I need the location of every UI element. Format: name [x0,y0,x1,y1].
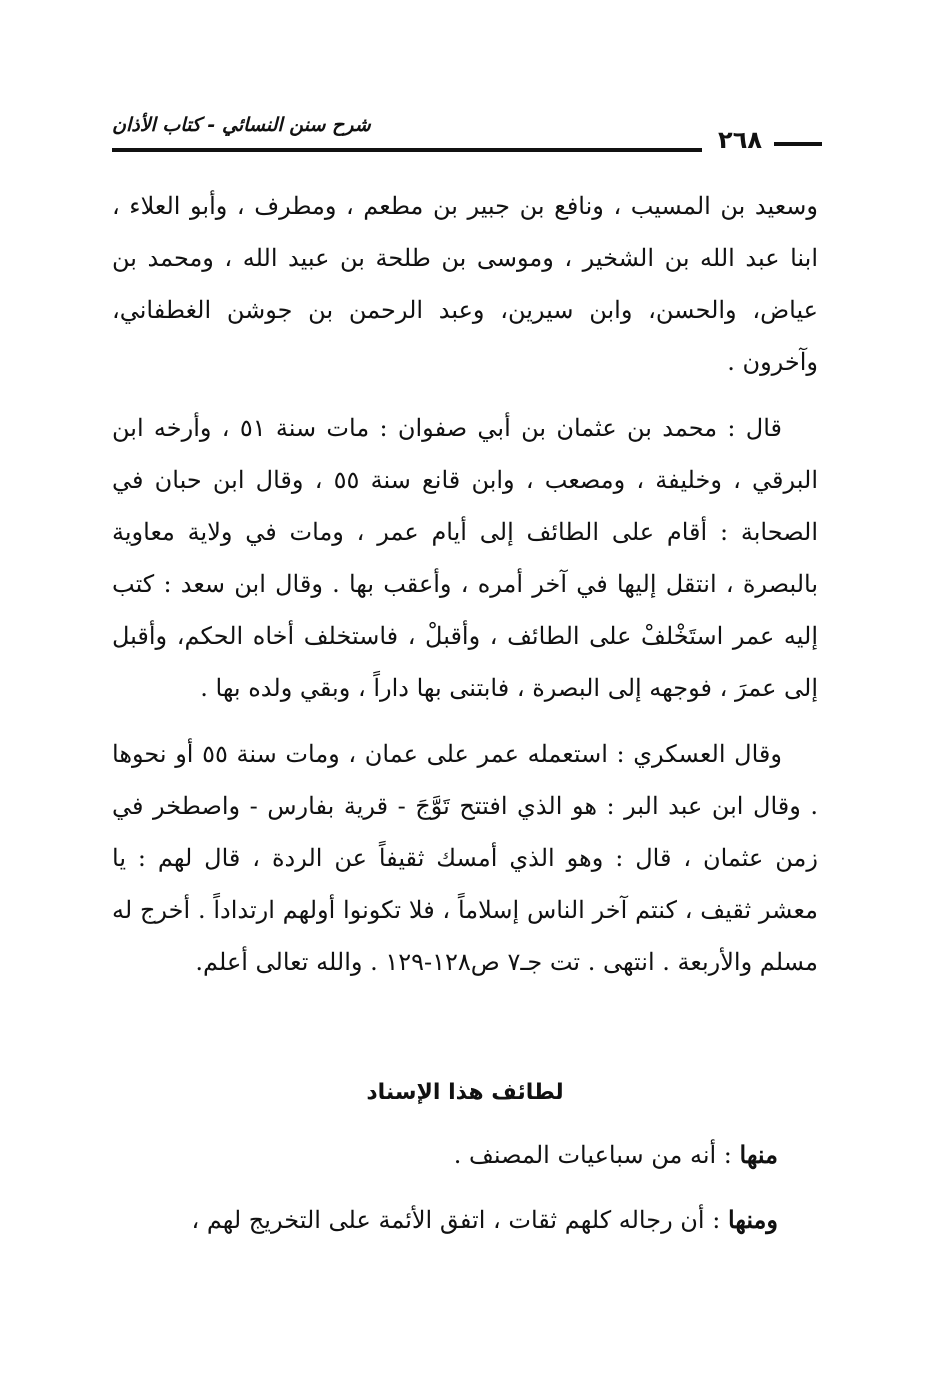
point-text: : أنه من سباعيات المصنف . [453,1141,740,1169]
point-item-2 [191,1205,778,1234]
section-heading: لطائف هذا الإسناد [366,1080,564,1105]
paragraph-1: وسعيد بن المسيب ، ونافع بن جبير بن مطعم ، ومطرف ، وأبو العلاء ، ابنا عبد الله بن الشخير ، وموسى بن طلحة بن عبيد الله ، ومحمد بن عياض، والحسن، وابن سيرين، وعبد الرحمن بن جوشن الغطفاني، وآخرون . [112,192,818,376]
page-number-dash [774,142,822,146]
header-rule [112,148,702,152]
point-text: : أن رجاله كلهم ثقات ، اتفق الأئمة على التخريج لهم ، [191,1206,728,1234]
point-lead: منها [739,1140,778,1169]
paragraph-2: قال : محمد بن عثمان بن أبي صفوان : مات سنة ٥١ ، وأرخه ابن البرقي ، وخليفة ، ومصعب ، وابن قانع سنة ٥٥ ، وقال ابن حبان في الصحابة : أقام على الطائف إلى أيام عمر ، ومات في ولاية معاوية بالبصرة ، انتقل إليها في آخر أمره ، وأعقب بها . وقال ابن سعد : كتب إليه عمر استَخْلفْ على الطائف ، وأقبلْ ، فاستخلف أخاه الحكم، وأقبل إلى عمرَ ، فوجهه إلى البصرة ، فابتنى بها داراً ، وبقي ولده بها . [112,414,818,702]
body-text [112,180,818,988]
point-item-1 [454,1140,778,1169]
paragraph-3: وقال العسكري : استعمله عمر على عمان ، ومات سنة ٥٥ أو نحوها . وقال ابن عبد البر : هو الذي افتتح تَوَّجَ - قرية بفارس - واصطخر في زمن عثمان ، قال : وهو الذي أمسك ثقيفاً عن الردة ، قال لهم : يا معشر ثقيف ، كنتم آخر الناس إسلاماً ، فلا تكونوا أولهم ارتداداً . أخرج له مسلم والأربعة . انتهى . تت جـ٧ ص١٢٨-١٢٩ . والله تعالى أعلم. [112,740,818,976]
page-number: ٢٦٨ [718,126,762,154]
page-header [112,108,822,156]
running-title: شرح سنن النسائي - كتاب الأذان [112,114,371,136]
point-lead: ومنها [727,1205,778,1234]
